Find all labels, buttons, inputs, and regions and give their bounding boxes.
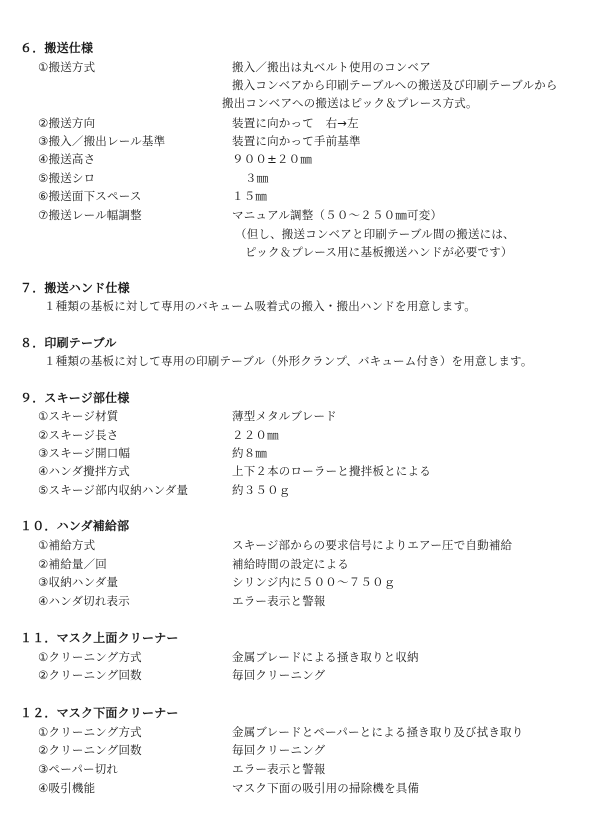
spec-label: ②補給量／回 [38,557,108,571]
spec-value: 金属ブレードとペーパーとによる掻き取り及び拭き取り [232,725,524,739]
spec-label: ⑦搬送レール幅調整 [38,208,142,222]
spec-label: ⑥搬送面下スペース [38,189,142,203]
spec-value: スキージ部からの要求信号によりエアー圧で自動補給 [232,538,513,552]
spec-value: 薄型メタルブレード [232,409,337,423]
spec-value: 搬出コンベアへの搬送はピック＆プレース方式。 [222,96,478,110]
spec-label: ④搬送高さ [38,152,96,166]
spec-label: ③搬入／搬出レール基準 [38,134,166,148]
spec-value: 約８㎜ [232,446,268,460]
spec-value: ３㎜ [245,171,269,185]
spec-label: ④ハンダ攪拌方式 [38,464,130,478]
spec-label: ③ペーパー切れ [38,762,119,776]
spec-label: ①補給方式 [38,538,96,552]
section-text: １種類の基板に対して専用のバキューム吸着式の搬入・搬出ハンドを用意します。 [44,299,476,313]
section-text: １種類の基板に対して専用の印刷テーブル（外形クランプ、バキューム付き）を用意します。 [44,354,533,368]
spec-label: ⑤スキージ部内収納ハンダ量 [38,483,189,497]
spec-label: ②クリーニング回数 [38,668,142,682]
spec-value: 毎回クリーニング [232,668,326,682]
spec-note: ピック＆プレース用に基板搬送ハンドが必要です） [245,245,513,259]
spec-value: 装置に向かって手前基準 [232,134,361,148]
spec-label: ②スキージ長さ [38,428,119,442]
spec-note: （但し、搬送コンベアと印刷テーブル間の搬送には、 [235,227,515,241]
section-heading-7: ７．搬送ハンド仕様 [20,281,130,295]
spec-value: 約３５０ｇ [232,483,291,497]
section-heading-10: １０．ハンダ補給部 [20,519,130,533]
spec-value: １５㎜ [232,189,268,203]
spec-value: 毎回クリーニング [232,743,326,757]
spec-value: エラー表示と警報 [232,594,326,608]
spec-value: 搬入／搬出は丸ベルト使用のコンベア [232,60,431,74]
spec-label: ④ハンダ切れ表示 [38,594,130,608]
section-heading-8: ８．印刷テーブル [20,336,117,350]
spec-label: ②クリーニング回数 [38,743,142,757]
spec-value: マニュアル調整（５０～２５０㎜可変） [232,208,443,222]
spec-value: 金属ブレードによる掻き取りと収納 [232,650,419,664]
spec-value: 搬入コンベアから印刷テーブルへの搬送及び印刷テーブルから [232,78,558,92]
section-heading-12: １２．マスク下面クリーナー [20,706,179,720]
spec-label: ①搬送方式 [38,60,96,74]
spec-value: シリンジ内に５００～７５０ｇ [232,575,396,589]
spec-value: ９００±２０㎜ [232,152,313,166]
spec-value: 装置に向かって 右→左 [232,116,359,130]
spec-value: マスク下面の吸引用の掃除機を具備 [232,781,420,795]
section-heading-9: ９．スキージ部仕様 [20,391,130,405]
spec-value: ２２０㎜ [232,428,279,442]
spec-label: ①クリーニング方式 [38,725,142,739]
spec-value: 上下２本のローラーと攪拌板とによる [232,464,431,478]
spec-label: ④吸引機能 [38,781,96,795]
spec-value: エラー表示と警報 [232,762,326,776]
spec-label: ②搬送方向 [38,116,96,130]
spec-label: ③収納ハンダ量 [38,575,119,589]
section-heading-11: １１．マスク上面クリーナー [20,631,179,645]
spec-value: 補給時間の設定による [232,557,349,571]
spec-label: ③スキージ開口幅 [38,446,131,460]
section-heading-6: ６．搬送仕様 [20,41,94,55]
spec-label: ①クリーニング方式 [38,650,142,664]
spec-label: ⑤搬送シロ [38,171,96,185]
spec-label: ①スキージ材質 [38,409,119,423]
